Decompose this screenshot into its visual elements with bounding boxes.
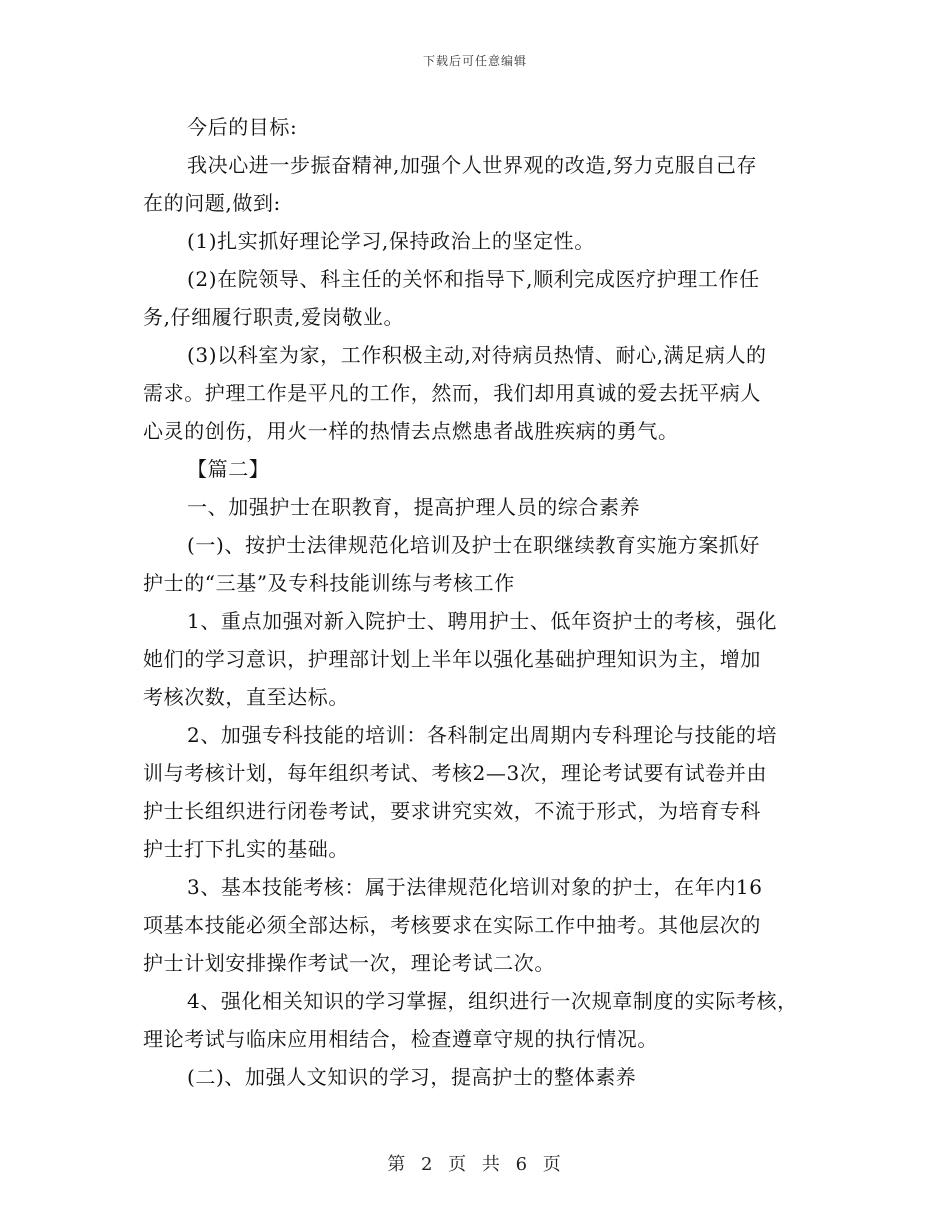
text-line: (一)、按护士法律规范化培训及护士在职继续教育实施方案抓好	[187, 533, 761, 557]
text-line: 在的问题,做到:	[143, 191, 281, 215]
text-line: 理论考试与临床应用相结合，检查遵章守规的执行情况。	[143, 1027, 658, 1051]
text-line: 护士打下扎实的基础。	[143, 837, 349, 861]
text-line: 今后的目标:	[187, 115, 298, 139]
page-header: 下载后可任意编辑	[422, 54, 527, 68]
text-line: 护士的“三基”及专科技能训练与考核工作	[143, 571, 515, 595]
text-line: 3、基本技能考核：属于法律规范化培训对象的护士，在年内16	[187, 875, 763, 899]
body-text	[143, 108, 808, 1096]
text-line: 需求。护理工作是平凡的工作，然而，我们却用真诚的爱去抚平病人	[143, 381, 761, 405]
text-line: 务,仔细履行职责,爱岗敬业。	[143, 305, 405, 329]
text-line: 训与考核计划，每年组织考试、考核2—3次，理论考试要有试卷并由	[143, 761, 768, 785]
text-line: (3)以科室为家，工作积极主动,对待病员热情、耐心,满足病人的	[187, 343, 767, 367]
text-line: 我决心进一步振奋精神,加强个人世界观的改造,努力克服自己存	[187, 153, 758, 177]
text-line: 心灵的创伤，用火一样的热情去点燃患者战胜疾病的勇气。	[143, 419, 679, 443]
text-line: 项基本技能必须全部达标，考核要求在实际工作中抽考。其他层次的	[143, 913, 761, 937]
text-line: 【篇二】	[187, 457, 270, 481]
text-line: 考核次数，直至达标。	[143, 685, 349, 709]
text-line: (1)扎实抓好理论学习,保持政治上的坚定性。	[187, 229, 595, 253]
text-line: 她们的学习意识，护理部计划上半年以强化基础护理知识为主，增加	[143, 647, 761, 671]
text-line: (二)、加强人文知识的学习，提高护士的整体素养	[187, 1065, 637, 1089]
text-line: 护士计划安排操作考试一次，理论考试二次。	[143, 951, 555, 975]
page-footer: 第 2 页 共 6 页	[387, 1154, 563, 1175]
text-line: 1、重点加强对新入院护士、聘用护士、低年资护士的考核，强化	[187, 609, 778, 633]
text-line: 护士长组织进行闭卷考试，要求讲究实效，不流于形式，为培育专科	[143, 799, 761, 823]
text-line: 4、强化相关知识的学习掌握，组织进行一次规章制度的实际考核，	[187, 989, 798, 1013]
text-line: 一、加强护士在职教育，提高护理人员的综合素养	[187, 495, 641, 519]
text-line: 2、加强专科技能的培训：各科制定出周期内专科理论与技能的培	[187, 723, 778, 747]
text-line: (2)在院领导、科主任的关怀和指导下,顺利完成医疗护理工作任	[187, 267, 760, 291]
